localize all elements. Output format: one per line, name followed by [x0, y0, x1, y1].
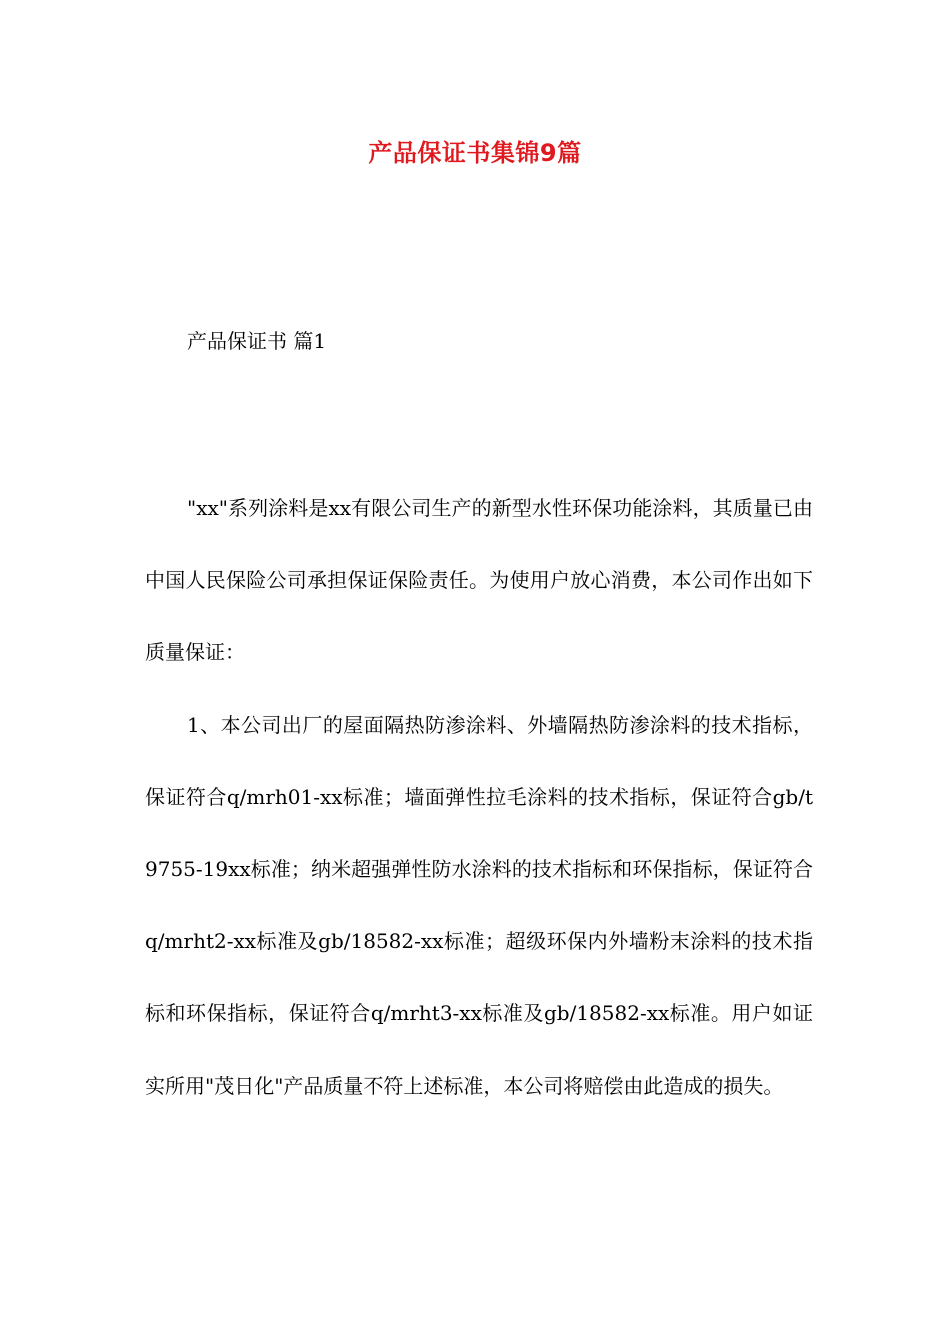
section-heading: 产品保证书 篇1: [187, 329, 327, 353]
document-body: [145, 472, 813, 1122]
paragraph-clause-1: 1、本公司出厂的屋面隔热防渗涂料、外墙隔热防渗涂料的技术指标，保证符合q/mrh01-xx标准；墙面弹性拉毛涂料的技术指标，保证符合gb/t9755-19xx标准；纳米超强弹性防水涂料的技术指标和环保指标，保证符合q/mrht2-xx标准及gb/18582-xx标准；超级环保内外墙粉末涂料的技术指标和环保指标，保证符合q/mrht3-xx标准及gb/18582-xx标准。用户如证实所用"茂日化"产品质量不符上述标准，本公司将赔偿由此造成的损失。: [145, 712, 813, 1098]
paragraph-intro: "xx"系列涂料是xx有限公司生产的新型水性环保功能涂料，其质量已由中国人民保险公司承担保证保险责任。为使用户放心消费，本公司作出如下质量保证：: [145, 496, 813, 665]
document-title: 产品保证书集锦9篇: [368, 139, 582, 167]
